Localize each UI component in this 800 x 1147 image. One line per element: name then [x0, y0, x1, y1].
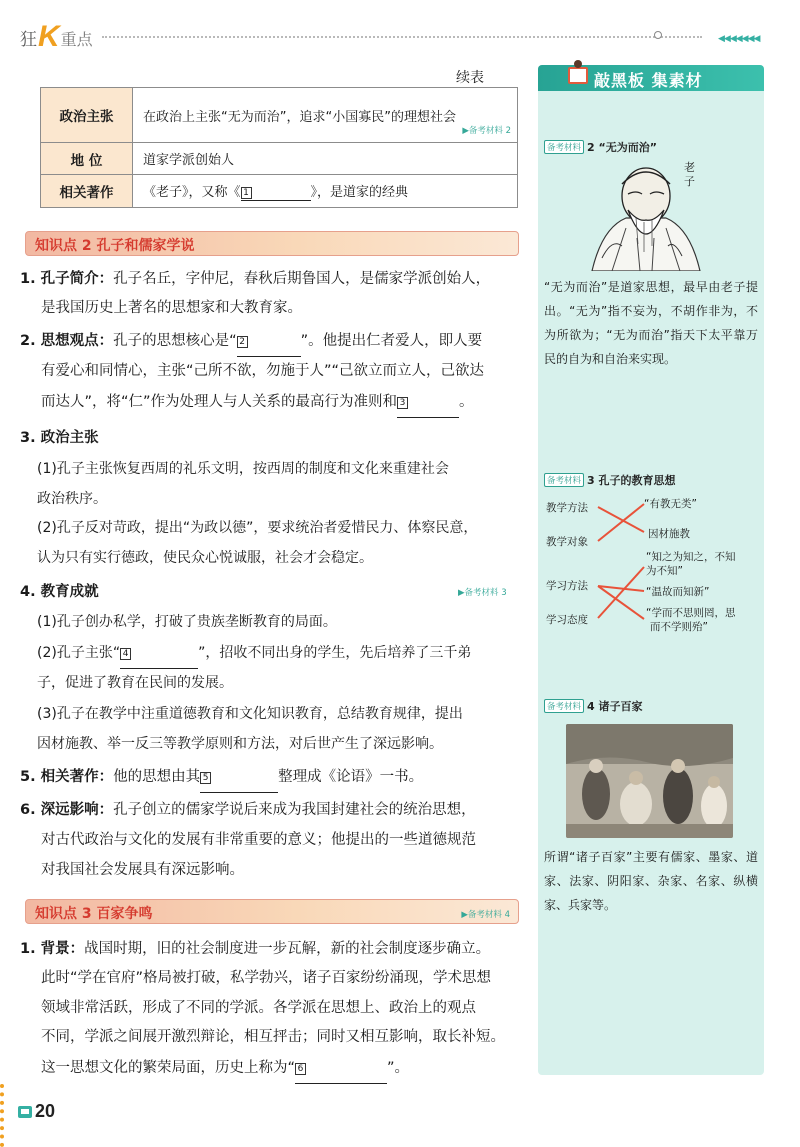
material-4-heading	[544, 698, 643, 714]
header-rule-end-dot	[654, 31, 662, 39]
kp2-item-4-sub3-cont: 因材施教、举一反三等教学原则和方法，对后世产生了深远影响。	[37, 736, 443, 752]
item-text: 孔子创立的儒家学说后来成为我国封建社会的统治思想，	[113, 802, 476, 818]
teacher-icon	[574, 60, 582, 68]
map-right-label: 为不知”	[646, 565, 683, 577]
table-content-cell: 道家学派创始人	[133, 143, 518, 175]
material-badge: 备考材料	[544, 699, 584, 713]
answer-blank[interactable]	[200, 763, 278, 793]
item-text: ”。	[387, 1060, 410, 1076]
brand-logo	[20, 20, 93, 53]
kp3-item-1-cont	[41, 1054, 518, 1084]
item-label: 6. 深远影响：	[20, 802, 114, 818]
table-head-cell: 地 位	[41, 143, 133, 175]
hundred-schools-painting-image	[566, 724, 733, 838]
page-number: 20	[35, 1101, 56, 1121]
answer-blank[interactable]	[397, 388, 459, 418]
map-right-label: 而不学则殆”	[650, 621, 708, 633]
material-ref: ▶备考材料 2	[462, 126, 511, 136]
kp2-item-1-cont: 是我国历史上著名的思想家和大教育家。	[41, 300, 302, 316]
item-text: 而达人”，将“仁”作为处理人与人关系的最高行为准则和	[41, 394, 398, 410]
kp2-item-3-sub2-cont: 认为只有实行德政，使民众心悦诚服，社会才会稳定。	[37, 550, 373, 566]
section-title: 知识点 3 百家争鸣	[35, 906, 153, 922]
answer-blank[interactable]	[120, 639, 198, 669]
item-label: 3. 政治主张	[20, 430, 99, 446]
map-right-label: 因材施教	[648, 528, 690, 540]
map-left-label: 教学方法	[546, 502, 588, 514]
map-right-label: “温故而知新”	[646, 586, 710, 598]
item-label: 1. 孔子简介：	[20, 271, 114, 287]
kp2-item-2-cont	[41, 388, 518, 418]
item-text: 孔子名丘，字仲尼，春秋后期鲁国人，是儒家学派创始人，	[113, 271, 491, 287]
kp2-item-6-cont: 对我国社会发展具有深远影响。	[41, 862, 244, 878]
item-label: 4. 教育成就	[20, 584, 99, 600]
item-label: 1. 背景：	[20, 941, 85, 957]
continued-label: 续表	[456, 70, 484, 86]
item-text: (2)孔子主张“	[37, 645, 121, 661]
material-2-heading	[544, 139, 657, 155]
kp2-item-3	[20, 424, 520, 453]
kp2-item-4-sub2	[37, 639, 517, 669]
map-right-label: “有教无类”	[644, 498, 697, 510]
answer-blank[interactable]	[241, 185, 311, 201]
daoism-table	[40, 87, 518, 208]
map-right-label: “学而不思则罔，思	[646, 607, 736, 619]
map-left-label: 教学对象	[546, 536, 588, 548]
page-number-block	[18, 1101, 55, 1122]
blackboard-icon	[568, 67, 588, 84]
kp2-item-3-sub1-cont: 政治秩序。	[37, 491, 107, 507]
laozi-caption: 老子	[684, 161, 695, 188]
section-title: 知识点 2 孔子和儒家学说	[35, 238, 195, 254]
kp2-item-1	[20, 265, 520, 294]
table-row	[41, 143, 518, 175]
item-text: 他的思想由其	[113, 769, 201, 785]
table-cell-text: 《老子》，又称《	[143, 185, 241, 200]
blank-number: 6	[295, 1063, 306, 1075]
material-ref: ▶备考材料 3	[458, 588, 507, 598]
map-left-label: 学习态度	[546, 614, 588, 626]
blank-number: 3	[397, 397, 408, 409]
logo-text-2: 重点	[60, 30, 93, 49]
item-text: 整理成《论语》一书。	[278, 769, 424, 785]
kp2-item-4-sub3: (3)孔子在教学中注重道德教育和文化知识教育，总结教育规律，提出	[37, 706, 463, 722]
table-content-cell	[133, 175, 518, 208]
map-right-label: “知之为知之，不知	[646, 551, 736, 563]
item-label: 5. 相关著作：	[20, 769, 114, 785]
material-4-text: 所谓“诸子百家”主要有儒家、墨家、道家、法家、阴阳家、杂家、名家、纵横家、兵家等。	[544, 850, 758, 912]
kp2-item-3-sub1: (1)孔子主张恢复西周的礼乐文明，按西周的制度和文化来重建社会	[37, 461, 449, 477]
item-text: ”。他提出仁者爱人，即人要	[300, 333, 483, 349]
material-label: 3 孔子的教育思想	[587, 474, 676, 487]
material-badge: 备考材料	[544, 140, 584, 154]
kp3-item-1-cont: 领域非常活跃，形成了不同的学派。各学派在思想上、政治上的观点	[41, 1000, 476, 1016]
material-ref: ▶备考材料 4	[461, 910, 510, 920]
kp2-item-5	[20, 763, 520, 793]
table-row	[41, 175, 518, 208]
kp2-item-2	[20, 327, 520, 357]
blank-number: 5	[200, 772, 211, 784]
sidebar-title: 敲黑板 集素材	[594, 71, 703, 90]
table-cell-text: 》，是道家的经典	[310, 185, 409, 200]
item-text: 战国时期，旧的社会制度进一步瓦解，新的社会制度逐步确立。	[84, 941, 491, 957]
section-header-kp3	[25, 899, 519, 924]
table-row	[41, 88, 518, 143]
header-dotted-rule	[102, 36, 702, 38]
table-cell-text: 在政治上主张“无为而治”，追求“小国寡民”的理想社会	[143, 109, 456, 125]
material-label: 4 诸子百家	[587, 700, 643, 713]
kp2-item-4-sub1: (1)孔子创办私学，打破了贵族垄断教育的局面。	[37, 614, 337, 630]
item-text: 孔子的思想核心是“	[113, 333, 237, 349]
kp2-item-6	[20, 796, 520, 825]
connector-line	[598, 567, 644, 619]
item-text: ”，招收不同出身的学生，先后培养了三千弟	[198, 645, 472, 661]
kp3-item-1-cont: 不同，学派之间展开激烈辩论，相互抨击；同时又相互影响，取长补短。	[41, 1029, 505, 1045]
kp2-item-4-sub2-cont: 子，促进了教育在民间的发展。	[37, 675, 233, 691]
material-3-heading	[544, 472, 676, 488]
map-left-label: 学习方法	[546, 580, 588, 592]
kp3-item-1	[20, 935, 520, 964]
table-head-cell: 相关著作	[41, 175, 133, 208]
table-content-cell	[133, 88, 518, 143]
answer-blank[interactable]	[237, 327, 301, 357]
kp3-item-1-cont: 此时“学在官府”格局被打破，私学勃兴，诸子百家纷纷涌现，学术思想	[41, 970, 492, 986]
connector-line	[598, 504, 644, 541]
item-label: 2. 思想观点：	[20, 333, 114, 349]
kp2-item-2-cont: 有爱心和同情心，主张“己所不欲，勿施于人”“己欲立而立人，己欲达	[41, 363, 485, 379]
cart-icon	[18, 1106, 32, 1118]
kp2-item-4	[20, 578, 520, 607]
material-label: 2 “无为而治”	[587, 141, 657, 154]
item-text: 。	[459, 394, 474, 410]
material-2-text: “无为而治”是道家思想，最早由老子提出。“无为”指不妄为，不胡作非为，不为所欲为；“无为而治”指天下太平靠万民的自为和自治来实现。	[544, 280, 758, 366]
logo-text-1: 狂	[20, 30, 37, 50]
kp2-item-3-sub2: (2)孔子反对苛政，提出“为政以德”，要求统治者爱惜民力、体察民意，	[37, 520, 478, 536]
answer-blank[interactable]	[295, 1054, 387, 1084]
table-head-cell: 政治主张	[41, 88, 133, 143]
header-arrows-icon: ◀◀◀◀◀◀◀	[718, 34, 760, 44]
blank-number: 4	[120, 648, 131, 660]
blank-number: 2	[237, 336, 248, 348]
blank-number: 1	[241, 187, 252, 199]
section-header-kp2	[25, 231, 519, 256]
page-corner-decoration	[0, 1084, 14, 1147]
logo-k: K	[38, 20, 60, 53]
item-text: 这一思想文化的繁荣局面，历史上称为“	[41, 1060, 296, 1076]
kp2-item-6-cont: 对古代政治与文化的发展有非常重要的意义；他提出的一些道德规范	[41, 832, 476, 848]
sidebar-title-bar	[538, 65, 764, 91]
material-badge: 备考材料	[544, 473, 584, 487]
